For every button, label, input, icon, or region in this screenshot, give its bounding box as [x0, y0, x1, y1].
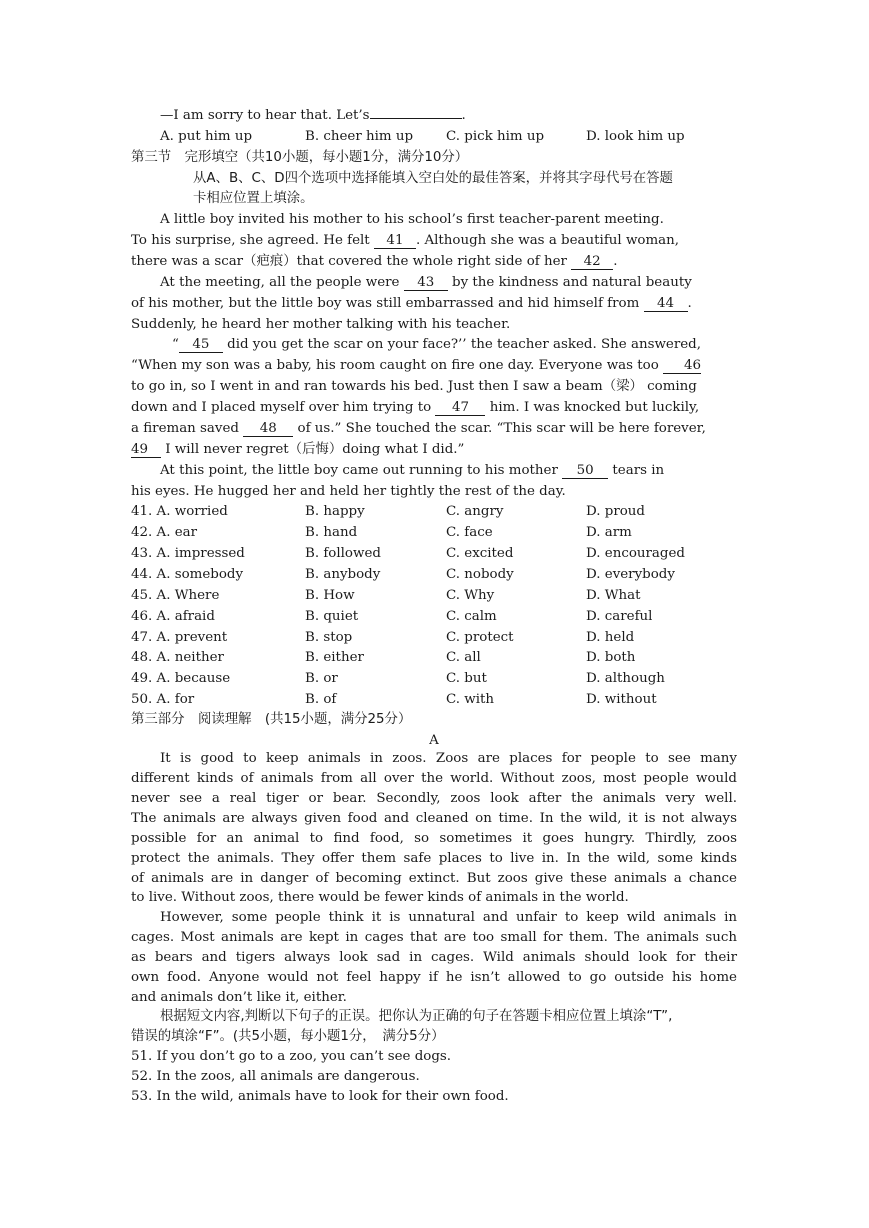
blank-46: 46 — [663, 358, 701, 374]
blank-45: 45 — [179, 337, 223, 353]
cloze-line: to go in, so I went in and ran towards his bed. Just then I saw a beam（梁） coming — [131, 379, 697, 394]
dialog-line — [160, 107, 466, 125]
cloze-line: Suddenly, he heard her mother talking with his teacher. — [131, 317, 511, 332]
section-instruction-1: 从A、B、C、D四个选项中选择能填入空白处的最佳答案，并将其字母代号在答题 — [193, 171, 673, 186]
blank-41: 41 — [374, 233, 416, 249]
question-41: 41. A. worried — [131, 504, 228, 519]
passage-line: to live. Without zoos, there would be fewer kinds of animals in the world. — [131, 890, 629, 905]
option-b: B. or — [305, 671, 338, 686]
passage-line: possible for an animal to find food, so sometimes it goes hungry. Thirdly, zoos — [131, 831, 737, 846]
section-heading: 第三节 完形填空（共10小题，每小题1分，满分10分） — [131, 150, 469, 165]
cloze-line: At this point, the little boy came out running to his mother 50 tears in — [160, 463, 665, 478]
dialog-text: —I am sorry to hear that. Let’s — [160, 108, 370, 123]
option-b: B. either — [305, 650, 364, 665]
cloze-line: there was a scar（疤痕）that covered the whole right side of her 42 . — [131, 254, 618, 269]
passage-line: never see a real tiger or bear. Secondly, zoos look after the animals very well. — [131, 791, 737, 806]
tf-item-53: 53. In the wild, animals have to look for their own food. — [131, 1089, 509, 1104]
blank-48: 48 — [243, 421, 293, 437]
option-c: C. excited — [446, 546, 514, 561]
option-c: C. Why — [446, 588, 495, 603]
dialog-period: . — [461, 108, 466, 123]
cloze-line: a fireman saved 48 of us.” She touched the scar. “This scar will be here forever, — [131, 421, 706, 436]
cloze-line: of his mother, but the little boy was still embarrassed and hid himself from 44 . — [131, 296, 692, 311]
question-45: 45. A. Where — [131, 588, 220, 603]
question-43: 43. A. impressed — [131, 546, 245, 561]
blank-49: 49 — [131, 442, 161, 458]
tf-instruction-1: 根据短文内容,判断以下句子的正误。把你认为正确的句子在答题卡相应位置上填涂“T”, — [160, 1009, 673, 1024]
cloze-line: 49 I will never regret（后悔）doing what I did.” — [131, 442, 465, 457]
option-d: D. held — [586, 630, 635, 645]
option-c: C. but — [446, 671, 487, 686]
blank-44: 44 — [644, 296, 688, 312]
option-c: C. protect — [446, 630, 514, 645]
option-d: D. encouraged — [586, 546, 685, 561]
tf-item-51: 51. If you don’t go to a zoo, you can’t see dogs. — [131, 1049, 452, 1064]
option-b: B. of — [305, 692, 337, 707]
passage-line: However, some people think it is unnatural and unfair to keep wild animals in — [160, 910, 737, 925]
option-c: C. angry — [446, 504, 504, 519]
option-b: B. happy — [305, 504, 365, 519]
option-d: D. careful — [586, 609, 653, 624]
cloze-line: “ 45 did you get the scar on your face?’’ the teacher asked. She answered, — [172, 337, 701, 352]
option-c: C. calm — [446, 609, 497, 624]
option-d: D. proud — [586, 504, 646, 519]
option-b: B. anybody — [305, 567, 381, 582]
option-b: B. stop — [305, 630, 353, 645]
cloze-line: “When my son was a baby, his room caught on fire one day. Everyone was too 46 — [131, 358, 702, 373]
question-46: 46. A. afraid — [131, 609, 215, 624]
cloze-line: At the meeting, all the people were 43 by the kindness and natural beauty — [160, 275, 692, 290]
question-48: 48. A. neither — [131, 650, 224, 665]
option-d: D. although — [586, 671, 665, 686]
option-c: C. all — [446, 650, 481, 665]
option-c: C. face — [446, 525, 493, 540]
option-c: C. pick him up — [446, 129, 545, 144]
blank-43: 43 — [404, 275, 448, 291]
cloze-line: A little boy invited his mother to his school’s first teacher-parent meeting. — [160, 212, 664, 227]
option-b: B. cheer him up — [305, 129, 414, 144]
question-50: 50. A. for — [131, 692, 195, 707]
tf-item-52: 52. In the zoos, all animals are dangerous. — [131, 1069, 420, 1084]
option-d: D. both — [586, 650, 636, 665]
passage-line: It is good to keep animals in zoos. Zoos are places for people to see many — [160, 751, 737, 766]
option-d: D. look him up — [586, 129, 685, 144]
blank-50: 50 — [562, 463, 608, 479]
passage-line: different kinds of animals from all over the world. Without zoos, most people would — [131, 771, 737, 786]
section-instruction-2: 卡相应位置上填涂。 — [193, 191, 314, 206]
option-b: B. followed — [305, 546, 381, 561]
passage-line: protect the animals. They offer them safe places to live in. In the wild, some kinds — [131, 851, 737, 866]
question-47: 47. A. prevent — [131, 630, 228, 645]
cloze-line: To his surprise, she agreed. He felt 41 . Although she was a beautiful woman, — [131, 233, 680, 248]
passage-line: cages. Most animals are kept in cages that are too small for them. The animals such — [131, 930, 737, 945]
option-b: B. hand — [305, 525, 358, 540]
option-c: C. with — [446, 692, 495, 707]
tf-instruction-2: 错误的填涂“F”。(共5小题，每小题1分， 满分5分） — [131, 1029, 445, 1044]
part-heading: 第三部分 阅读理解 (共15小题，满分25分） — [131, 712, 412, 727]
option-b: B. quiet — [305, 609, 359, 624]
option-b: B. How — [305, 588, 355, 603]
answer-blank — [370, 118, 462, 119]
cloze-line: his eyes. He hugged her and held her tightly the rest of the day. — [131, 484, 566, 499]
option-d: D. without — [586, 692, 657, 707]
blank-47: 47 — [435, 400, 485, 416]
option-a: A. put him up — [160, 129, 253, 144]
option-d: D. arm — [586, 525, 632, 540]
passage-line: own food. Anyone would not feel happy if he isn’t allowed to go outside his home — [131, 970, 737, 985]
question-44: 44. A. somebody — [131, 567, 244, 582]
cloze-line: down and I placed myself over him trying to 47 him. I was knocked but luckily, — [131, 400, 700, 415]
passage-line: of animals are in danger of becoming extinct. But zoos give these animals a chance — [131, 871, 737, 886]
blank-42: 42 — [571, 254, 613, 270]
passage-label: A — [429, 733, 439, 748]
option-d: D. What — [586, 588, 641, 603]
passage-line: The animals are always given food and cleaned on time. In the wild, it is not always — [131, 811, 737, 826]
question-42: 42. A. ear — [131, 525, 198, 540]
passage-line: as bears and tigers always look sad in cages. Wild animals should look for their — [131, 950, 737, 965]
question-49: 49. A. because — [131, 671, 231, 686]
option-d: D. everybody — [586, 567, 675, 582]
option-c: C. nobody — [446, 567, 514, 582]
passage-line: and animals don’t like it, either. — [131, 990, 347, 1005]
